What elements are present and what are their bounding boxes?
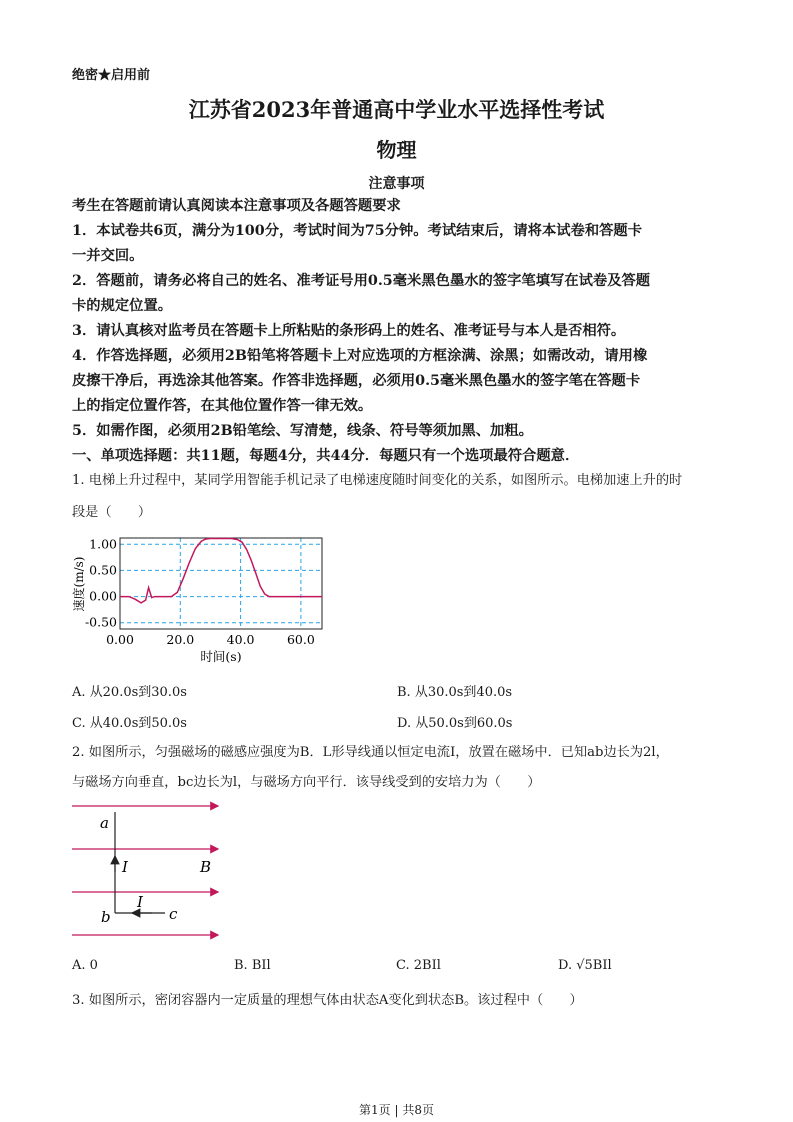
q2-option-a[interactable]: A. 0 — [72, 958, 98, 973]
q1-stem-line2: 段是（ ） — [72, 505, 152, 520]
q2-option-c[interactable]: C. 2BIl — [396, 958, 441, 973]
x-tick-label: 0.00 — [106, 632, 134, 647]
x-tick-label: 60.0 — [286, 632, 315, 647]
q2-option-b[interactable]: B. BIl — [234, 958, 271, 973]
exam-title: 江苏省2023年普通高中学业水平选择性考试 — [188, 97, 605, 122]
x-axis-label: 时间(s) — [200, 649, 242, 664]
notice-line: 4．作答选择题，必须用2B铅笔将答题卡上对应选项的方框涂满、涂黑；如需改动，请用橡 — [72, 348, 648, 364]
q1-velocity-chart — [66, 530, 346, 670]
q1-option-c[interactable]: C. 从40.0s到50.0s — [72, 716, 187, 731]
notice-line: 皮擦干净后，再选涂其他答案。作答非选择题，必须用0.5毫米黑色墨水的签字笔在答题卡 — [72, 373, 641, 389]
notice-line: 卡的规定位置。 — [72, 298, 173, 314]
y-tick-label: 0.00 — [89, 588, 117, 604]
notice-heading: 注意事项 — [368, 176, 425, 192]
label-c: c — [169, 905, 178, 923]
x-tick-label: 20.0 — [166, 632, 195, 647]
notice-line: 上的指定位置作答，在其他位置作答一律无效。 — [72, 398, 373, 414]
q2-stem-line1: 2. 如图所示，匀强磁场的磁感应强度为B．L形导线通以恒定电流I，放置在磁场中．已知ab边长为2l， — [72, 745, 669, 760]
q3-stem-line1: 3. 如图所示，密闭容器内一定质量的理想气体由状态A变化到状态B。该过程中（ ） — [72, 993, 583, 1008]
chart-frame — [120, 538, 322, 629]
x-ticks — [106, 632, 315, 647]
page-footer: 第1页 | 共8页 — [359, 1103, 434, 1117]
y-tick-label: 1.00 — [89, 536, 117, 552]
notice-line: 2．答题前，请务必将自己的姓名、准考证号用0.5毫米黑色墨水的签字笔填写在试卷及答题 — [72, 273, 651, 289]
label-a: a — [100, 814, 109, 832]
q1-option-b[interactable]: B. 从30.0s到40.0s — [397, 685, 513, 700]
notice-line: 考生在答题前请认真阅读本注意事项及各题答题要求 — [72, 198, 401, 214]
chart-grid — [120, 538, 322, 629]
label-b: b — [101, 908, 111, 926]
subject-title: 物理 — [376, 138, 417, 162]
q1-option-d[interactable]: D. 从50.0s到60.0s — [397, 716, 513, 731]
q1-stem-line1: 1. 电梯上升过程中，某同学用智能手机记录了电梯速度随时间变化的关系，如图所示。电梯加速上升的时 — [72, 473, 683, 488]
notice-line: 一并交回。 — [72, 248, 144, 264]
section-heading: 一、单项选择题：共11题，每题4分，共44分．每题只有一个选项最符合题意． — [72, 448, 580, 464]
y-ticks — [85, 536, 117, 629]
y-axis-label: 速度(m/s) — [72, 556, 86, 612]
q2-option-d[interactable]: D. √5BIl — [558, 958, 612, 973]
notice-line: 5．如需作图，必须用2B铅笔绘、写清楚，线条、符号等须加黑、加粗。 — [72, 423, 533, 439]
notice-line: 1．本试卷共6页，满分为100分，考试时间为75分钟。考试结束后，请将本试卷和答题卡 — [72, 223, 643, 239]
label-current-2: I — [137, 893, 143, 911]
secret-label: 绝密★启用前 — [72, 68, 151, 83]
y-tick-label: -0.50 — [84, 614, 117, 630]
x-tick-label: 40.0 — [226, 632, 255, 647]
notice-line: 3．请认真核对监考员在答题卡上所粘贴的条形码上的姓名、准考证号与本人是否相符。 — [72, 323, 626, 339]
y-tick-label: 0.50 — [89, 562, 117, 578]
q1-option-a[interactable]: A. 从20.0s到30.0s — [72, 685, 187, 700]
q2-stem-line2: 与磁场方向垂直，bc边长为l，与磁场方向平行．该导线受到的安培力为（ ） — [72, 775, 541, 790]
q2-wire-diagram — [68, 800, 228, 942]
label-current-1: I — [122, 858, 128, 876]
label-field-b: B — [200, 858, 212, 876]
